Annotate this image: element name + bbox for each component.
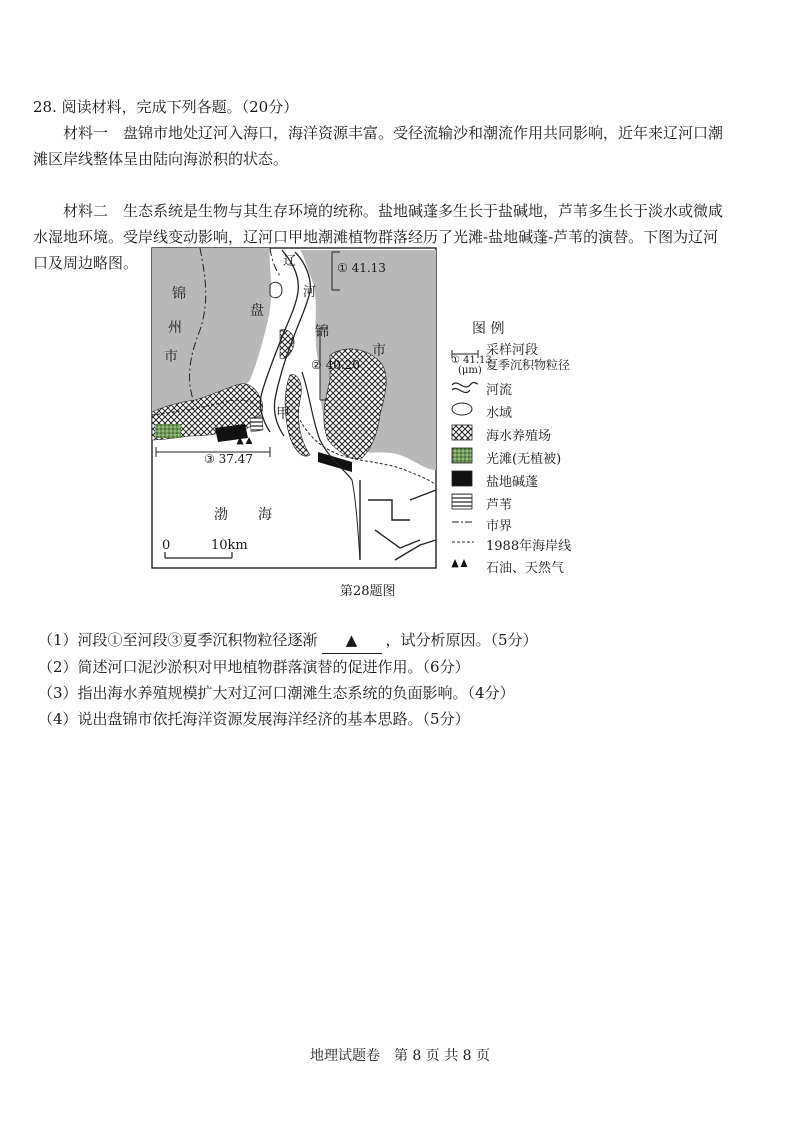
legend-sample-top: 采样河段 [486,343,539,358]
legend-sample-bottom: 夏季沉积物粒径 [486,358,571,372]
q1-before: （1）河段①至河段③夏季沉积物粒径逐渐 [38,631,318,649]
scale-zero: 0 [162,538,171,553]
label-jinzhou-2: 州 [168,320,182,336]
label-liao: 辽 [283,254,297,269]
legend-mariculture: 海水养殖场 [486,429,552,444]
label-jinzhou-3: 市 [164,349,178,365]
legend-river-icon [452,382,478,392]
legend-reed: 芦苇 [486,498,513,513]
legend-oil-gas-icon [452,560,467,567]
sub-question-3: （3）指出海水养殖规模扩大对辽河口潮滩生态系统的负面影响。（4分） [38,684,515,702]
legend-bare-flat: 光滩(无植被) [486,452,562,467]
material-one-label: 材料一 [63,124,109,142]
reed-area [250,416,263,432]
bare-flat-area [155,424,181,438]
scale-km: 10km [211,538,248,553]
segment-1-label: ① 41.13 [337,261,386,275]
water-body-2 [270,282,282,297]
label-panjin-3: 市 [372,343,386,359]
answer-blank[interactable]: ▲ [322,627,382,654]
label-he: 河 [303,285,317,300]
material-two-text: 生态系统是生物与其生存环境的统称。盐地碱蓬多生长于盐碱地，芦苇多生长于淡水或微咸水湿地环境。受岸线变动影响，辽河口甲地潮滩植物群落经历了光滩-盐地碱蓬-芦苇的演替。下图为辽河口及周边略图。 [33,202,724,272]
label-jinzhou-1: 锦 [172,286,186,302]
page-footer: 地理试题卷 第 8 页 共 8 页 [309,1048,491,1064]
label-jia: 甲 [276,406,290,422]
label-panjin-2: 锦 [315,324,329,340]
sub-question-2: （2）简述河口泥沙淤积对甲地植物群落演替的促进作用。（6分） [38,658,470,676]
material-two-label: 材料二 [63,202,109,220]
legend-sample-unit: (μm) [458,365,482,376]
legend-water-icon [452,403,472,415]
q1-after: ，试分析原因。（5分） [385,631,538,649]
legend-river: 河流 [486,383,513,398]
sub-question-4: （4）说出盘锦市依托海洋资源发展海洋经济的基本思路。（5分） [38,710,470,728]
label-bohai-1: 渤 [214,507,228,523]
sub-question-1 [38,627,538,654]
label-bohai-2: 海 [258,507,272,523]
legend-city-boundary: 市界 [486,519,513,534]
material-one-text: 盘锦市地处辽河入海口，海洋资源丰富。受径流输沙和潮流作用共同影响，近年来辽河口潮滩区岸线整体呈由陆向海淤积的状态。 [33,124,724,168]
legend-mariculture-icon [452,425,472,440]
segment-2-label: ② 40.20 [311,358,360,372]
legend-suaeda: 盐地碱蓬 [486,475,539,490]
legend-bare-flat-icon [452,448,472,463]
legend-oil-gas: 石油、天然气 [486,561,565,576]
legend-coastline-1988: 1988年海岸线 [486,539,572,554]
legend-suaeda-icon [452,471,472,486]
legend-sample-icon-text: ① 41.13 [451,355,492,366]
legend-title: 图 例 [472,321,505,337]
label-panjin-1: 盘 [250,303,264,319]
figure-caption: 第28题图 [340,584,396,599]
segment-3-label: ③ 37.47 [204,452,253,466]
legend-water: 水域 [486,406,513,421]
legend-reed-icon [452,494,472,509]
question-heading: 28. 阅读材料，完成下列各题。（20分） [33,98,299,116]
sub-questions [38,627,538,732]
